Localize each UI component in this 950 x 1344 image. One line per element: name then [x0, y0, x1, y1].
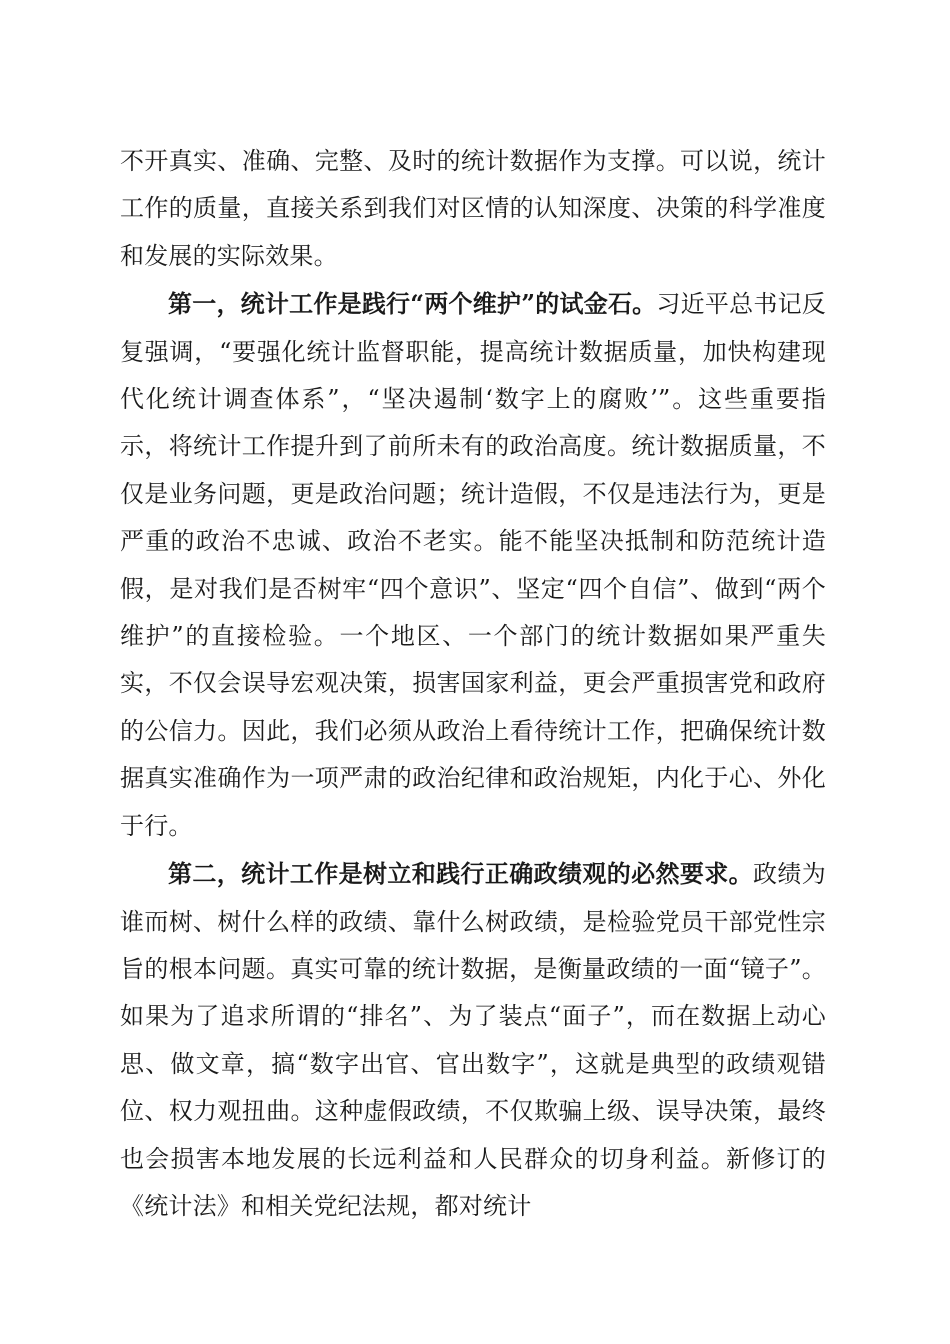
paragraph-text: 习近平总书记反复强调，“要强化统计监督职能，提高统计数据质量，加快构建现代化统计调查体系”，“坚决遏制‘数字上的腐败’”。这些重要指示，将统计工作提升到了前所未有的政治高度。统计数据质量，不仅是业务问题，更是政治问题；统计造假，不仅是违法行为，更是严重的政治不忠诚、政治不老实。能不能坚决抵制和防范统计造假，是对我们是否树牢“四个意识”、坚定“四个自信”、做到“两个维护”的直接检验。一个地区、一个部门的统计数据如果严重失实，不仅会误导宏观决策，损害国家利益，更会严重损害党和政府的公信力。因此，我们必须从政治上看待统计工作，把确保统计数据真实准确作为一项严肃的政治纪律和政治规矩，内化于心、外化于行。: [120, 290, 826, 840]
document-page: [120, 138, 826, 1230]
paragraph-text: 政绩为谁而树、树什么样的政绩、靠什么树政绩，是检验党员干部党性宗旨的根本问题。真实可靠的统计数据，是衡量政绩的一面“镜子”。如果为了追求所谓的“排名”、为了装点“面子”，而在数据上动心思、做文章，搞“数字出官、官出数字”，这就是典型的政绩观错位、权力观扭曲。这种虚假政绩，不仅欺骗上级、误导决策，最终也会损害本地发展的长远利益和人民群众的切身利益。新修订的《统计法》和相关党纪法规，都对统计: [120, 860, 826, 1220]
paragraph-second-point: [120, 850, 826, 1230]
paragraph-first-point: [120, 280, 826, 850]
paragraph-text: 不开真实、准确、完整、及时的统计数据作为支撑。可以说，统计工作的质量，直接关系到我们对区情的认知深度、决策的科学准度和发展的实际效果。: [120, 147, 826, 270]
paragraph-heading: 第二，统计工作是树立和践行正确政绩观的必然要求。: [168, 859, 754, 889]
paragraph-continuation: [120, 138, 826, 280]
paragraph-heading: 第一，统计工作是践行“两个维护”的试金石。: [168, 289, 657, 319]
